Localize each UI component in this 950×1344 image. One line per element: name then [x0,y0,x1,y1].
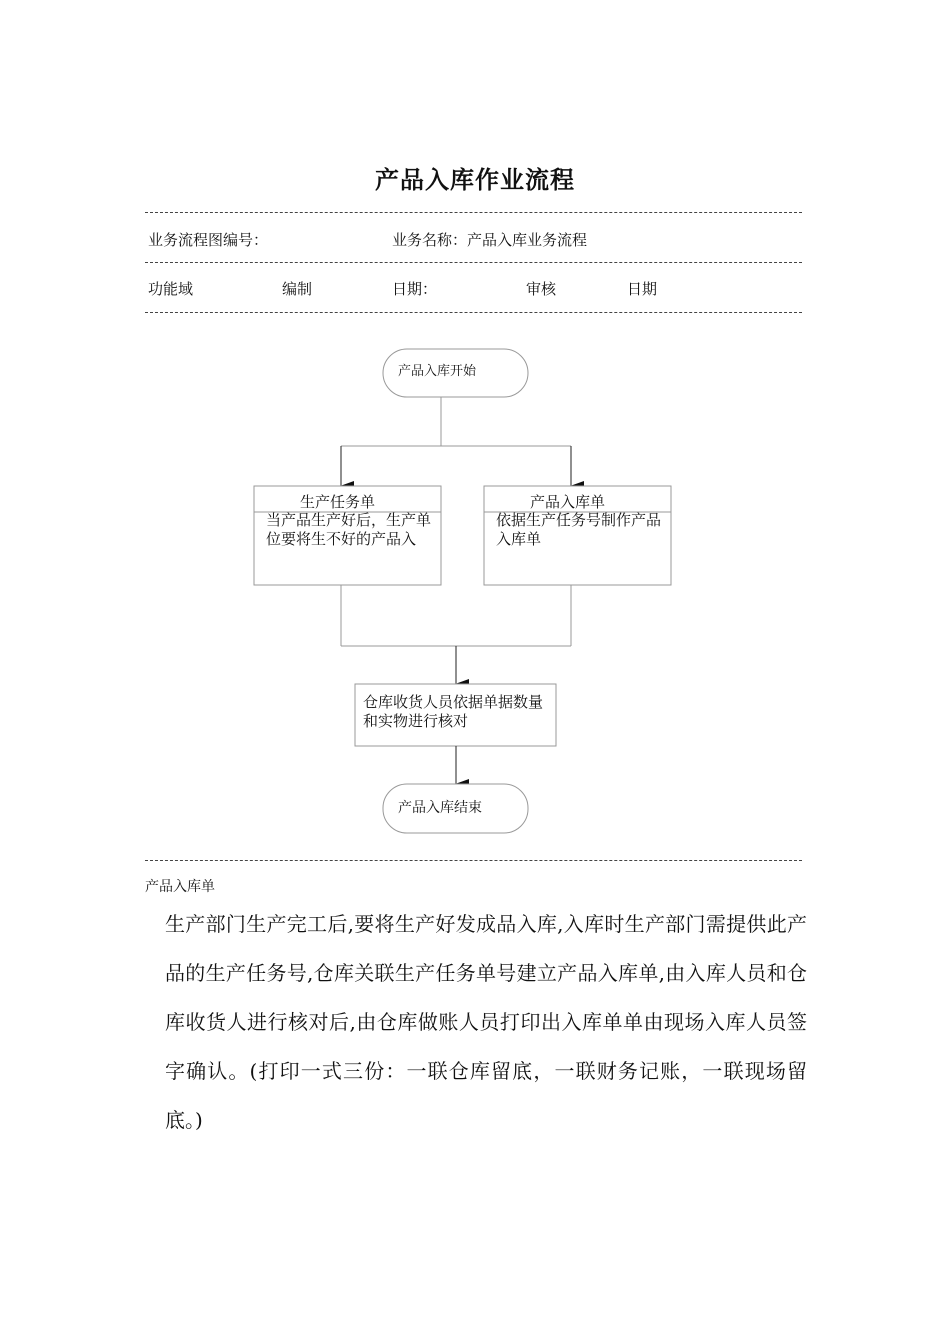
left-task-body: 当产品生产好后，生产单位要将生不好的产品入 [266,511,432,548]
divider-flow-bottom [145,860,802,861]
author-label: 编制 [282,280,313,298]
flow-number-label: 业务流程图编号： [148,231,269,249]
right-task-title: 产品入库单 [530,493,606,511]
check-label: 仓库收货人员依据单据数量和实物进行核对 [363,693,544,730]
right-task-body: 依据生产任务号制作产品入库单 [496,511,662,548]
end-label: 产品入库结束 [398,800,482,816]
start-label: 产品入库开始 [398,364,477,379]
left-task-title: 生产任务单 [300,493,376,511]
domain-label: 功能域 [148,280,194,298]
body-paragraph: 生产部门生产完工后,要将生产好发成品入库,入库时生产部门需提供此产品的生产任务号,仓库关联生产任务单号建立产品入库单,由入库人员和仓库收货人进行核对后,由仓库做账人员打印出入库单单由现场入库人员签字确认。(打印一式三份：一联仓库留底，一联财务记账，一联现场留底。) [165,912,807,1132]
section-caption: 产品入库单 [145,879,215,895]
page-title: 产品入库作业流程 [375,165,575,194]
business-name-label: 业务名称：产品入库业务流程 [392,231,588,249]
review-label: 审核 [526,280,557,298]
review-date-label: 日期 [627,280,658,298]
date-label: 日期： [392,280,438,298]
